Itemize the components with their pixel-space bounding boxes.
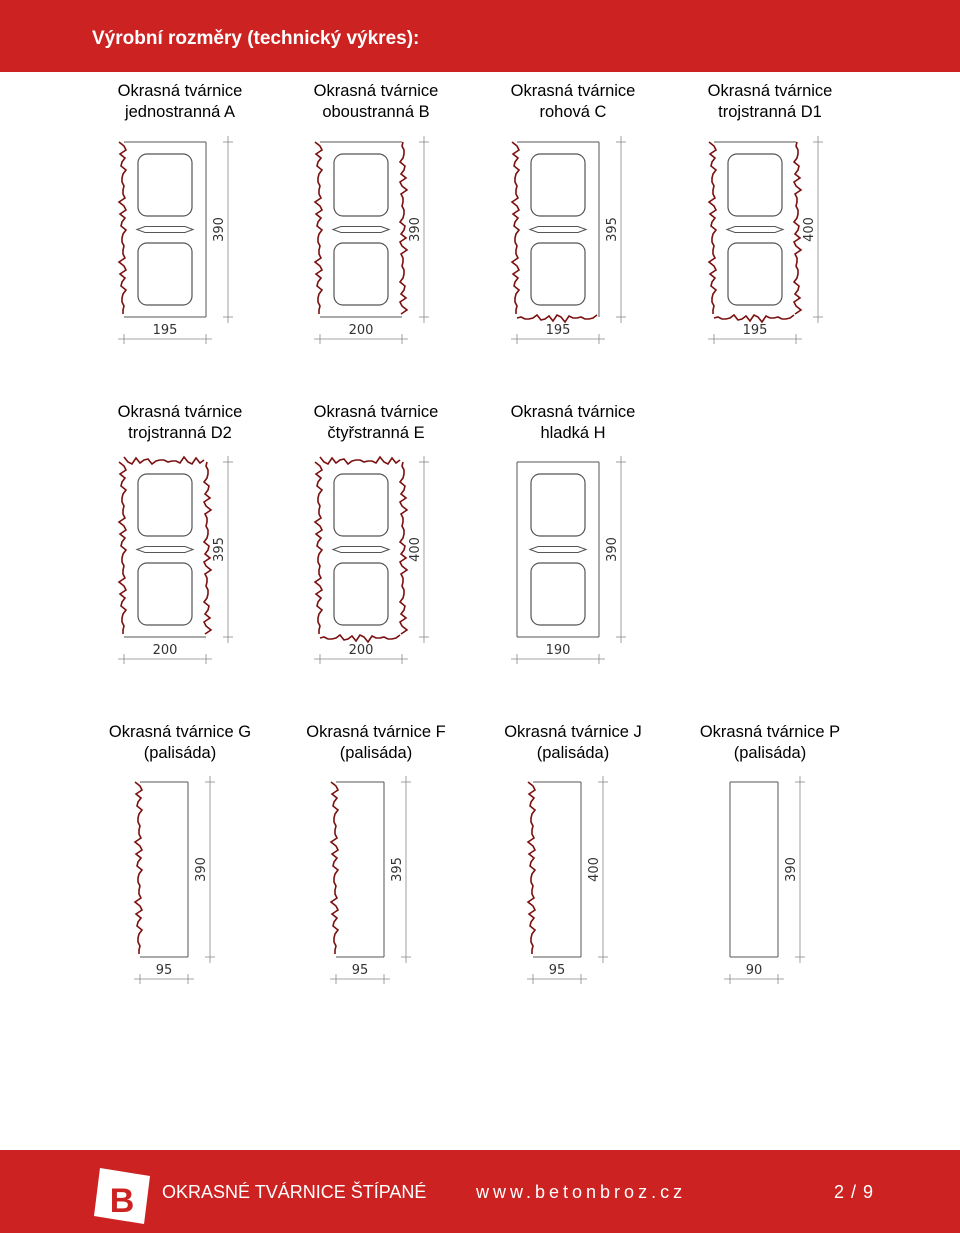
cavity-upper: [138, 154, 192, 216]
split-face-right: [400, 142, 407, 314]
caption-line2: rohová C: [539, 103, 607, 121]
cavity-lower: [334, 563, 388, 625]
block-c: [475, 81, 671, 123]
drawing-block-e: [296, 450, 456, 675]
slot: [137, 547, 193, 553]
caption-line2: hladká H: [540, 424, 606, 442]
caption-line2: (palisáda): [339, 744, 413, 762]
split-face-left: [315, 142, 322, 314]
block-caption: [82, 402, 278, 444]
cavity-lower: [728, 243, 782, 305]
block-d2: [82, 402, 278, 444]
dim-height-label: 400: [587, 857, 602, 882]
caption-line1: Okrasná tvárnice P: [699, 723, 841, 741]
caption-line2: (palisáda): [536, 744, 610, 762]
split-face-bottom: [714, 315, 794, 322]
caption-line2: jednostranná A: [124, 103, 236, 121]
block-h: [475, 402, 671, 444]
dim-width-label: 195: [152, 323, 178, 338]
cavity-upper: [531, 474, 585, 536]
drawing-block-h: [493, 450, 653, 675]
dim-height-label: 395: [212, 537, 227, 562]
dim-width-label: 195: [742, 323, 768, 338]
split-face-right: [204, 462, 211, 634]
caption-line1: Okrasná tvárnice: [313, 82, 439, 100]
drawing-block-p: [710, 770, 830, 995]
cavity-upper: [334, 154, 388, 216]
block-b: [278, 81, 474, 123]
dim-height-label: 400: [408, 537, 423, 562]
block-outline: [512, 142, 599, 322]
cavity-lower: [138, 243, 192, 305]
footer-website[interactable]: www.betonbroz.cz: [476, 1182, 687, 1202]
block-outline: [315, 457, 407, 642]
block-caption: [82, 722, 278, 764]
split-face-left: [709, 142, 716, 314]
block-outline: [730, 782, 778, 957]
block-caption: [672, 81, 868, 123]
cavity-upper: [531, 154, 585, 216]
block-caption: [475, 722, 671, 764]
block-j: [475, 722, 671, 764]
cavity-upper: [138, 474, 192, 536]
split-face-right: [400, 462, 407, 634]
block-outline: [315, 142, 407, 317]
footer-product-name: OKRASNÉ TVÁRNICE ŠTÍPANÉ: [162, 1182, 427, 1202]
dim-width-label: 95: [351, 963, 369, 978]
caption-line2: (palisáda): [143, 744, 217, 762]
dim-width-label: 200: [348, 323, 374, 338]
slot: [137, 227, 193, 233]
footer-page-number: 2 / 9: [834, 1182, 875, 1202]
block-outline: [135, 782, 188, 957]
caption-line1: Okrasná tvárnice: [510, 82, 636, 100]
caption-line1: Okrasná tvárnice: [117, 82, 243, 100]
caption-line2: trojstranná D1: [718, 103, 822, 121]
block-a: [82, 81, 278, 123]
drawing-block-a: [100, 130, 260, 355]
caption-line2: trojstranná D2: [128, 424, 232, 442]
dim-height-label: 390: [408, 217, 423, 242]
logo-letter: B: [109, 1182, 135, 1220]
cavity-lower: [334, 243, 388, 305]
split-face-left: [512, 142, 519, 314]
drawing-block-d2: [100, 450, 260, 675]
slot: [333, 227, 389, 233]
caption-line1: Okrasná tvárnice: [707, 82, 833, 100]
dim-width-label: 95: [548, 963, 566, 978]
cavity-lower: [531, 243, 585, 305]
page-footer: [0, 1150, 960, 1233]
block-d1: [672, 81, 868, 123]
block-p: [672, 722, 868, 764]
dim-width-label: 200: [348, 643, 374, 658]
caption-line2: čtyřstranná E: [327, 424, 425, 442]
slot: [530, 547, 586, 553]
dim-height-label: 400: [802, 217, 817, 242]
betonbroz-logo: [92, 1164, 156, 1226]
drawing-block-g: [120, 770, 240, 995]
slot: [727, 227, 783, 233]
block-caption: [82, 81, 278, 123]
cavity-upper: [334, 474, 388, 536]
drawing-block-d1: [690, 130, 850, 355]
caption-line2: (palisáda): [733, 744, 807, 762]
cavity-lower: [138, 563, 192, 625]
block-outline: [331, 782, 384, 957]
block-caption: [278, 81, 474, 123]
block-caption: [672, 722, 868, 764]
block-outline: [709, 142, 801, 322]
split-face-left: [119, 462, 126, 634]
slot: [333, 547, 389, 553]
caption-line1: Okrasná tvárnice: [510, 403, 636, 421]
page-title: Výrobní rozměry (technický výkres):: [92, 28, 420, 49]
split-face-top: [320, 457, 400, 464]
block-e: [278, 402, 474, 444]
block-outline: [528, 782, 581, 957]
dim-height-label: 390: [784, 857, 799, 882]
caption-line1: Okrasná tvárnice F: [306, 723, 446, 741]
block-caption: [278, 722, 474, 764]
block-caption: [475, 402, 671, 444]
drawing-block-f: [316, 770, 436, 995]
dim-height-label: 395: [390, 857, 405, 882]
caption-line1: Okrasná tvárnice G: [108, 723, 252, 741]
caption-line1: Okrasná tvárnice J: [504, 723, 642, 741]
drawing-block-c: [493, 130, 653, 355]
dim-height-label: 395: [605, 217, 620, 242]
block-caption: [278, 402, 474, 444]
dim-width-label: 190: [545, 643, 571, 658]
dim-height-label: 390: [605, 537, 620, 562]
split-face-top: [124, 457, 204, 464]
drawing-block-j: [513, 770, 633, 995]
block-f: [278, 722, 474, 764]
split-face-left: [119, 142, 126, 314]
dim-height-label: 390: [194, 857, 209, 882]
dim-width-label: 195: [545, 323, 571, 338]
split-face-left: [135, 782, 142, 954]
block-g: [82, 722, 278, 764]
dim-width-label: 95: [155, 963, 173, 978]
block-outline: [119, 457, 211, 637]
split-face-bottom: [517, 315, 597, 322]
block-caption: [475, 81, 671, 123]
dim-width-label: 200: [152, 643, 178, 658]
split-face-left: [528, 782, 535, 954]
split-face-right: [794, 142, 801, 314]
split-face-left: [331, 782, 338, 954]
caption-line2: oboustranná B: [322, 103, 430, 121]
dim-height-label: 390: [212, 217, 227, 242]
block-outline: [119, 142, 206, 317]
caption-line1: Okrasná tvárnice: [117, 403, 243, 421]
cavity-lower: [531, 563, 585, 625]
block-outline: [517, 462, 599, 637]
caption-line1: Okrasná tvárnice: [313, 403, 439, 421]
dim-width-label: 90: [745, 963, 763, 978]
split-face-left: [315, 462, 322, 634]
drawing-block-b: [296, 130, 456, 355]
cavity-upper: [728, 154, 782, 216]
split-face-bottom: [320, 635, 400, 642]
slot: [530, 227, 586, 233]
